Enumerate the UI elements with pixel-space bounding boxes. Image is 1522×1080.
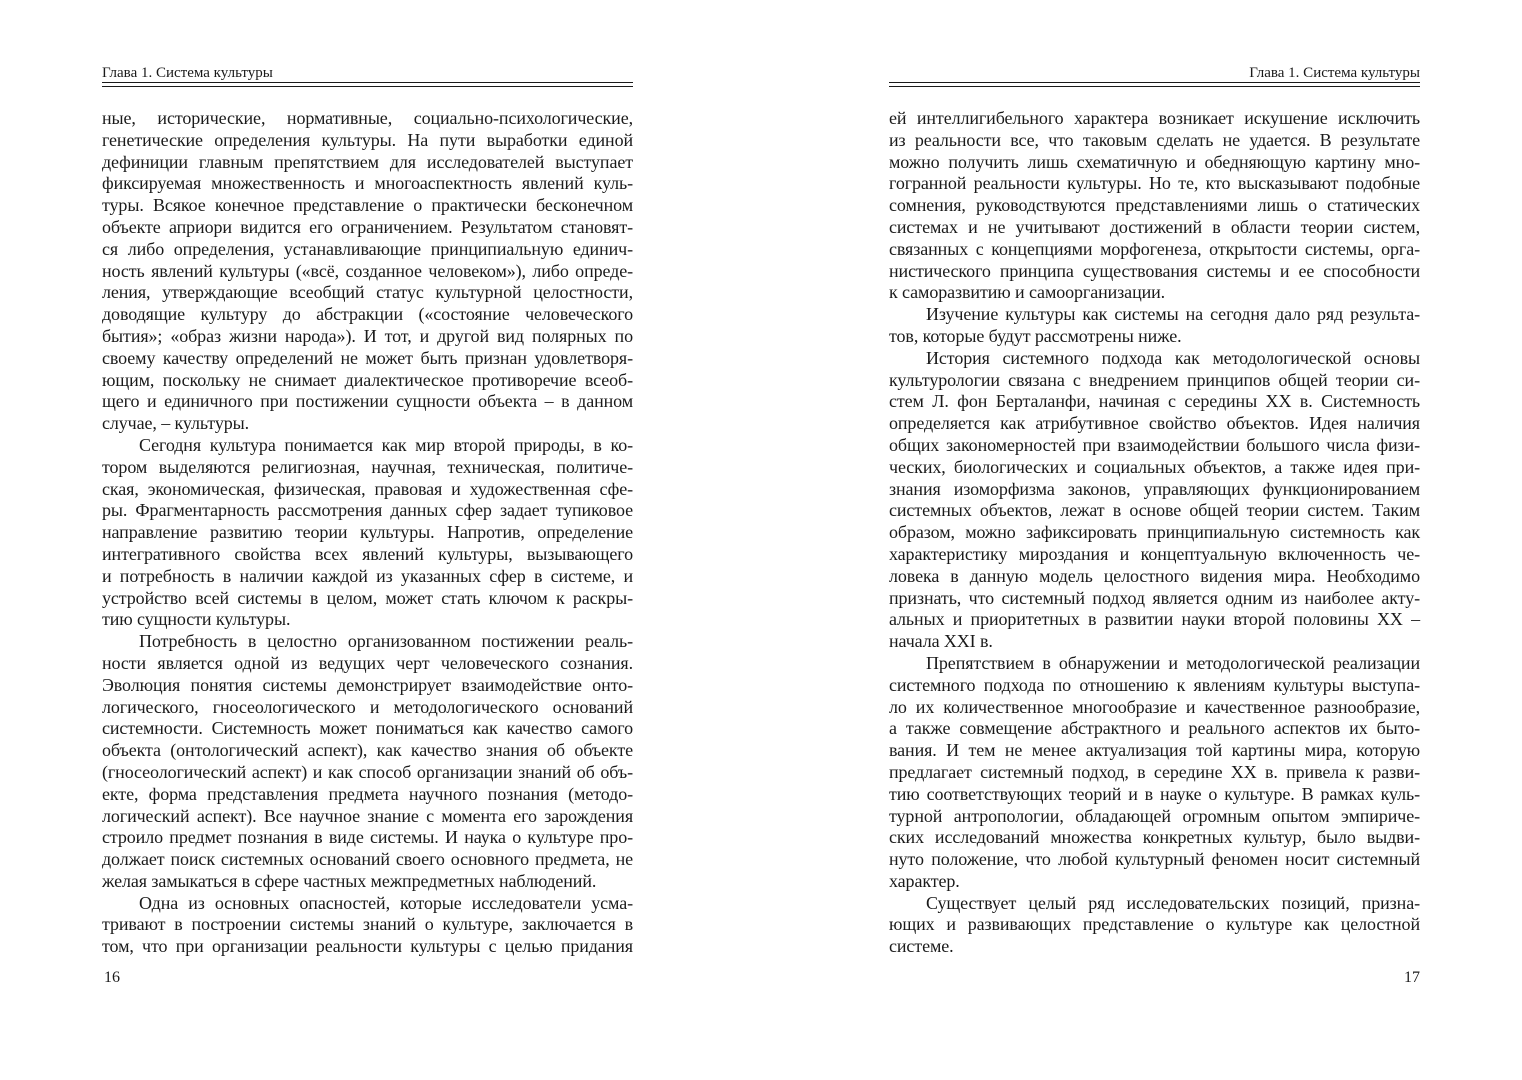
text-line: ющим, поскольку не снимает диалектическое противоречие всеоб- [102,369,633,390]
text-line: Изучение культуры как системы на сегодня дало ряд результа- [926,304,1420,325]
text-line: из реальности все, что таковым сделать не удается. В результате [889,129,1420,150]
text-line: ры. Фрагментарность рассмотрения данных сфер задает тупиковое [102,500,633,521]
text-line: логического, гносеологического и методологического оснований [102,696,633,717]
text-line: должает поиск системных оснований своего основного предмета, не [102,849,633,870]
text-line: ей интеллигибельного характера возникает искушение исключить [889,108,1420,128]
header-rule-thin [102,86,633,87]
text-line: можно получить лишь схематичную и обедняющую картину мно- [889,151,1420,172]
text-line: а также совмещение абстрактного и реального аспектов их быто- [889,718,1420,739]
text-line: Потребность в целостно организованном постижении реаль- [139,631,633,652]
text-line: определяется как атрибутивное свойство объектов. Идея наличия [889,413,1420,434]
text-line: вания. И тем не менее актуализация той картины мира, которую [889,740,1420,761]
running-head-left: Глава 1. Система культуры [102,65,273,81]
text-line: ся либо определения, устанавливающие принципиальную единич- [102,238,633,259]
text-line: системного подхода по отношению к явлениям культуры выступа- [889,674,1420,695]
text-line: туры. Всякое конечное представление о практически бесконечном [102,195,633,216]
text-line: ло их количественное многообразие и качественное разнообразие, [889,696,1420,717]
text-line: предлагает системный подход, в середине XX в. привела к разви- [889,761,1420,782]
running-head-right: Глава 1. Система культуры [1249,65,1420,81]
text-line: Существует целый ряд исследовательских позиций, призна- [926,892,1420,913]
text-line: тором выделяются религиозная, научная, техническая, политиче- [102,456,633,477]
text-line: интегративного свойства всех явлений культуры, вызывающего [102,543,633,564]
text-line: случае, – культуры. [102,413,250,434]
text-line: устройство всей системы в целом, может стать ключом к раскры- [102,587,633,608]
header-rule-thin [889,86,1420,87]
text-line: направление развитию теории культуры. Напротив, определение [102,522,633,543]
text-line: фиксируемая множественность и многоаспектность явлений куль- [102,173,633,194]
text-line: доводящие культуру до абстракции («состояние человеческого [102,304,633,325]
text-line: тию сущности культуры. [102,609,291,630]
left-body-text [102,108,633,958]
text-line: признать, что системный подход является одним из наиболее акту- [889,587,1420,608]
text-line: екте, форма представления предмета научного познания (методо- [102,783,633,804]
text-line: ющих и развивающих представление о культуре как целостной [889,914,1420,935]
text-line: Эволюция понятия системы демонстрирует взаимодействие онто- [102,674,633,695]
text-line: гогранной реальности культуры. Но те, кто высказывают подобные [889,173,1420,194]
text-line: альных и приоритетных в развитии науки второй половины XX – [889,609,1420,630]
text-line: характеристику мироздания и концептуальную включенность че- [889,543,1420,564]
page-number-left: 16 [104,969,120,986]
header-rule-thick [889,82,1420,83]
text-line: Одна из основных опасностей, которые исследователи усма- [139,892,633,913]
text-line: и потребность в наличии каждой из указанных сфер в системе, и [102,565,633,586]
text-line: к саморазвитию и самоорганизации. [889,282,1166,303]
text-line: ность явлений культуры («всё, созданное человеком»), либо опреде- [102,260,633,281]
text-line: Препятствием в обнаружении и методологической реализации [926,652,1420,673]
header-rule-thick [102,82,633,83]
text-line: История системного подхода как методологической основы [926,347,1420,368]
text-line: образом, можно зафиксировать принципиальную системность как [889,522,1420,543]
text-line: характер. [889,870,960,891]
text-line: логический аспект). Все научное знание с момента его зарождения [102,805,633,826]
text-line: тривают в построении системы знаний о культуре, заключается в [102,914,633,935]
text-line: ности является одной из ведущих черт человеческого сознания. [102,652,633,673]
text-line: объекте априори видится его ограничением. Результатом становят- [102,216,633,237]
text-line: объекта (онтологический аспект), как качество знания об объекте [102,740,633,761]
text-line: начала XXI в. [889,631,993,652]
text-line: бытия»; «образ жизни народа»). И тот, и другой вид полярных по [102,325,633,346]
text-line: системных объектов, лежат в основе общей теории систем. Таким [889,500,1420,521]
text-line: ловека в данную модель целостного видения мира. Необходимо [889,565,1420,586]
text-line: общих закономерностей при взаимодействии большого числа физи- [889,434,1420,455]
text-line: тов, которые будут рассмотрены ниже. [889,325,1182,346]
text-line: системах и не учитывают достижений в области теории систем, [889,216,1420,237]
text-line: турной антропологии, обладающей огромным опытом эмпириче- [889,805,1420,826]
text-line: нистического принципа существования системы и ее способности [889,260,1420,281]
text-line: сомнения, руководствуются представлениями лишь о статических [889,195,1420,216]
text-line: (гносеологический аспект) и как способ организации знаний об объ- [102,761,633,782]
text-line: стем Л. фон Берталанфи, начиная с середины XX в. Системность [889,391,1420,412]
page-number-right: 17 [1404,969,1420,986]
text-line: тию соответствующих теорий и в науке о культуре. В рамках куль- [889,783,1420,804]
text-line: генетические определения культуры. На пути выработки единой [102,129,633,150]
text-line: нуто положение, что любой культурный феномен носит системный [889,849,1420,870]
text-line: дефиниции главным препятствием для исследователей выступает [102,151,633,172]
right-body-text [889,108,1420,958]
text-line: ская, экономическая, физическая, правовая и художественная сфе- [102,478,633,499]
text-line: Сегодня культура понимается как мир второй природы, в ко- [139,434,633,455]
text-line: том, что при организации реальности культуры с целью придания [102,936,633,957]
text-line: связанных с концепциями морфогенеза, открытости системы, орга- [889,238,1420,259]
text-line: ные, исторические, нормативные, социально-психологические, [102,108,633,128]
text-line: строило предмет познания в виде системы. И наука о культуре про- [102,827,633,848]
text-line: системе. [889,936,954,957]
text-line: знания изоморфизма законов, управляющих функционированием [889,478,1420,499]
text-line: желая замыкаться в сфере частных межпредметных наблюдений. [102,870,597,891]
text-line: культурологии связана с внедрением принципов общей теории си- [889,369,1420,390]
text-line: ских исследований множества конкретных культур, было выдви- [889,827,1420,848]
text-line: системности. Системность может пониматься как качество самого [102,718,633,739]
text-line: ления, утверждающие всеобщий статус культурной целостности, [102,282,633,303]
text-line: щего и единичного при постижении сущности объекта – в данном [102,391,633,412]
text-line: своему качеству определений не может быть признан удовлетворя- [102,347,633,368]
text-line: ческих, биологических и социальных объектов, а также идея при- [889,456,1420,477]
